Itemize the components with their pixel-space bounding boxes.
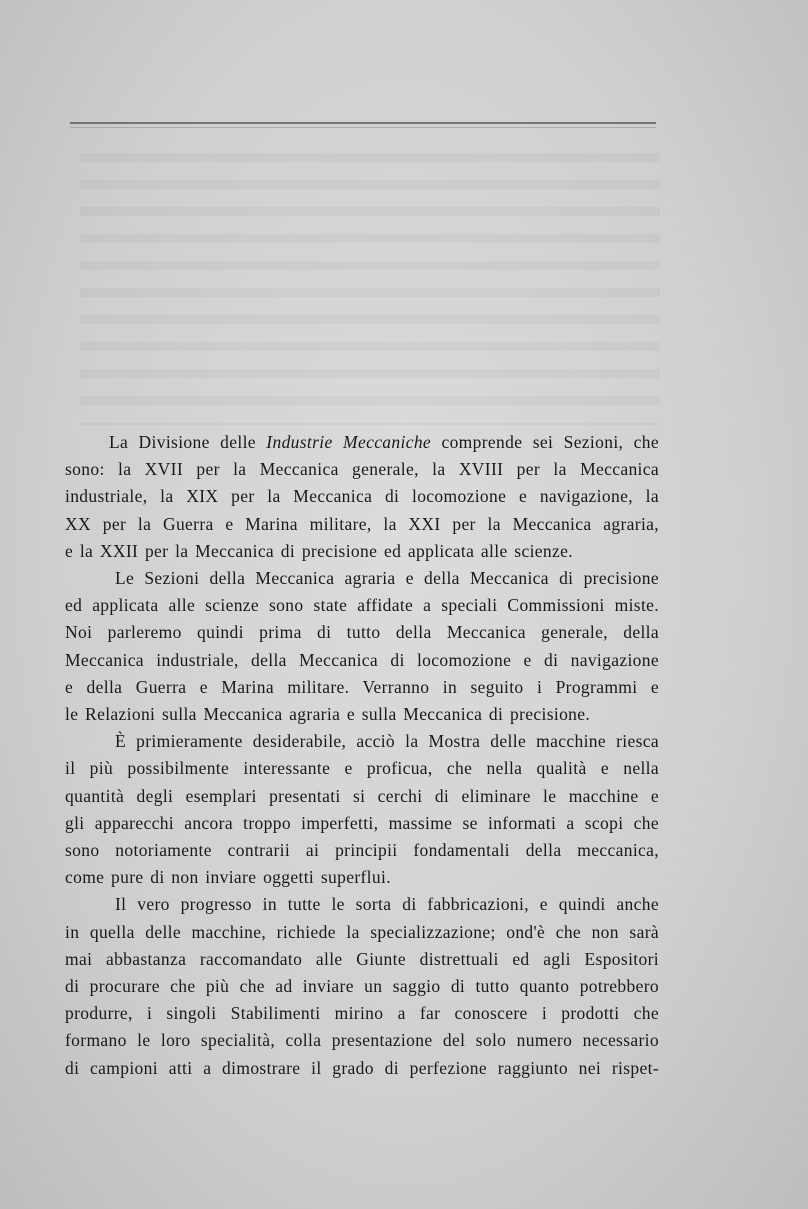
paragraph-3 [65, 728, 659, 891]
text-line: Meccanica industriale, della Meccanica di locomozione e di navigazione [65, 649, 659, 670]
text-line: Le Sezioni della Meccanica agraria e della Meccanica di precisione [115, 568, 659, 589]
paragraph-2 [65, 565, 659, 728]
text-line: Noi parleremo quindi prima di tutto della Meccanica generale, della [65, 622, 659, 643]
text-line: formano le loro specialità, colla presentazione del solo numero necessario [65, 1030, 659, 1051]
text-line: mai abbastanza raccomandato alle Giunte distrettuali ed agli Espositori [65, 948, 659, 969]
text-line: È primieramente desiderabile, acciò la Mostra delle macchine riesca [115, 731, 659, 752]
text-line: il più possibilmente interessante e proficua, che nella qualità e nella [65, 758, 659, 779]
paragraph-4 [65, 891, 659, 1081]
text-line: XX per la Guerra e Marina militare, la XXI per la Meccanica agraria, [65, 513, 659, 534]
text-line [65, 429, 659, 456]
text-span: comprende sei Sezioni, che [431, 432, 660, 452]
header-rule [70, 122, 656, 124]
text-line: Il vero progresso in tutte le sorta di fabbricazioni, e quindi anche [115, 894, 659, 915]
text-line: ed applicata alle scienze sono state affidate a speciali Commissioni miste. [65, 595, 659, 616]
paragraph-1 [65, 429, 659, 565]
bleed-through-area [80, 135, 660, 425]
italic-title: Industrie Meccaniche [266, 432, 432, 452]
text-line: di campioni atti a dimostrare il grado di perfezione raggiunto nei rispet- [65, 1057, 659, 1078]
text-line: produrre, i singoli Stabilimenti mirino a far conoscere i prodotti che [65, 1003, 659, 1024]
body-text [65, 429, 659, 1082]
header-rule-shadow [70, 127, 656, 128]
text-span: La Divisione delle [109, 432, 267, 452]
text-line: in quella delle macchine, richiede la specializzazione; ond'è che non sarà [65, 921, 659, 942]
text-line: industriale, la XIX per la Meccanica di locomozione e navigazione, la [65, 486, 659, 507]
text-line: gli apparecchi ancora troppo imperfetti, massime se informati a scopi che [65, 812, 659, 833]
text-line: come pure di non inviare oggetti superflui. [65, 867, 391, 888]
text-line: e della Guerra e Marina militare. Verranno in seguito i Programmi e [65, 676, 659, 697]
text-line: le Relazioni sulla Meccanica agraria e sulla Meccanica di precisione. [65, 704, 591, 725]
text-line: di procurare che più che ad inviare un saggio di tutto quanto potrebbero [65, 976, 659, 997]
text-line: sono: la XVII per la Meccanica generale, la XVIII per la Meccanica [65, 459, 659, 480]
text-line: quantità degli esemplari presentati si cerchi di eliminare le macchine e [65, 785, 659, 806]
text-line: e la XXII per la Meccanica di precisione ed applicata alle scienze. [65, 540, 573, 561]
text-line: sono notoriamente contrarii ai principii fondamentali della meccanica, [65, 840, 659, 861]
